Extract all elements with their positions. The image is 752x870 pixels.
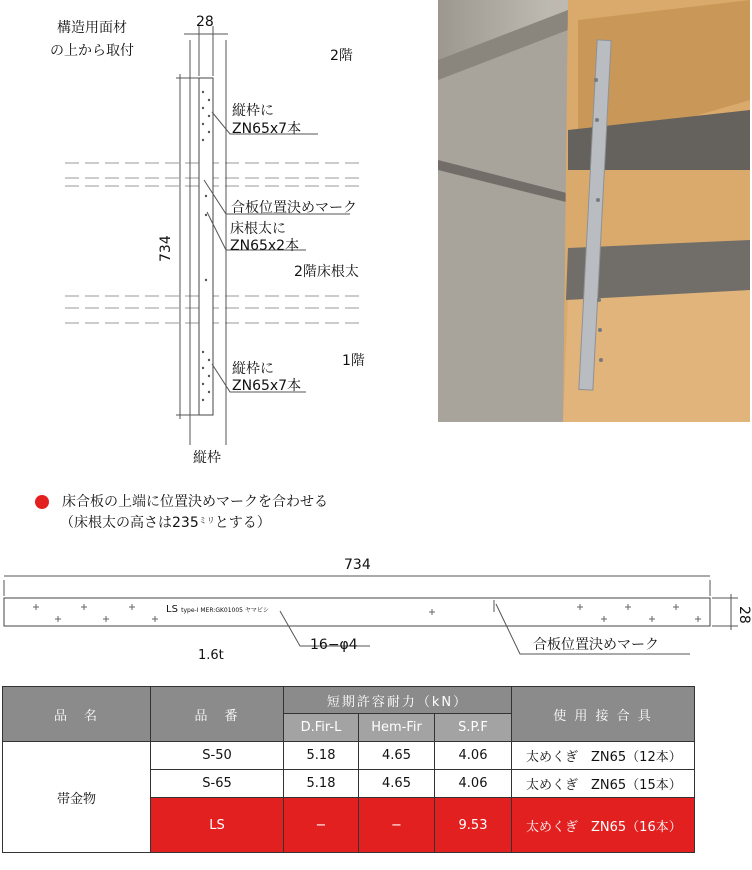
callout-top-line2: ZN65x7本 [232, 121, 302, 137]
floor-1-label: 1階 [342, 353, 365, 369]
cell-hemfir: − [359, 798, 435, 853]
cell-dfir: 5.18 [284, 742, 359, 770]
holes-label: 16−φ4 [310, 637, 358, 653]
header-capacity: 短期許容耐力（kN） [284, 687, 512, 714]
cell-dfir: − [284, 798, 359, 853]
cell-fastener: 太めくぎ ZN65（16本） [512, 798, 695, 853]
width-dimension-label: 28 [196, 14, 214, 30]
callout-bottom-line2: ZN65x7本 [232, 378, 302, 394]
callout-joist-line2: ZN65x2本 [230, 238, 300, 254]
strap-elevation [199, 78, 213, 415]
strap-width-label: 28 [736, 606, 752, 624]
floor-lines-upper [65, 163, 365, 186]
header-code: 品 番 [151, 687, 284, 742]
callout-bottom-line1: 縦枠に [232, 361, 274, 377]
cell-spf: 9.53 [435, 798, 512, 853]
thickness-label: 1.6t [198, 648, 224, 663]
stud-label: 縦枠 [193, 450, 221, 466]
spec-table [2, 686, 695, 853]
header-spf: S.P.F [435, 714, 512, 742]
width-dimension [184, 26, 228, 76]
cell-hemfir: 4.65 [359, 742, 435, 770]
header-fasteners: 使 用 接 合 具 [512, 687, 695, 742]
mount-note-line2: の上から取付 [50, 43, 134, 59]
floor-2-label: 2階 [330, 48, 353, 64]
strap-length-dimension [4, 576, 710, 596]
table-row [3, 742, 695, 770]
note-line2: （床根太の高さは$235^{ミリ}$とする） [60, 515, 271, 531]
cell-hemfir: 4.65 [359, 770, 435, 798]
bullet-icon [35, 495, 49, 509]
header-name: 品 名 [3, 687, 151, 742]
mount-note-line1: 構造用面材 [57, 20, 127, 36]
strap-mark-label: 合板位置決めマーク [533, 637, 659, 653]
installation-photo [438, 0, 750, 422]
height-dimension-label: 734 [158, 235, 174, 262]
cell-code: S-65 [151, 770, 284, 798]
callout-joist-line1: 床根太に [230, 221, 286, 237]
header-hemfir: Hem-Fir [359, 714, 435, 742]
callout-top-line1: 縦枠に [232, 103, 274, 119]
cell-fastener: 太めくぎ ZN65（15本） [512, 770, 695, 798]
note-line1: 床合板の上端に位置決めマークを合わせる [62, 494, 328, 510]
cell-spf: 4.06 [435, 770, 512, 798]
height-dimension [176, 74, 199, 419]
strap-length-label: 734 [344, 557, 371, 573]
strap-print: LS type-Ⅰ MER:GK01005 ヤマビシ [166, 604, 269, 615]
joist-label: 2階床根太 [294, 264, 359, 280]
cell-fastener: 太めくぎ ZN65（12本） [512, 742, 695, 770]
cell-code: S-50 [151, 742, 284, 770]
product-name: 帯金物 [3, 742, 151, 853]
cell-dfir: 5.18 [284, 770, 359, 798]
cell-spf: 4.06 [435, 742, 512, 770]
header-dfir: D.Fir-L [284, 714, 359, 742]
floor-lines-lower [65, 296, 365, 323]
callout-mark: 合板位置決めマーク [231, 200, 357, 216]
cell-code: LS [151, 798, 284, 853]
